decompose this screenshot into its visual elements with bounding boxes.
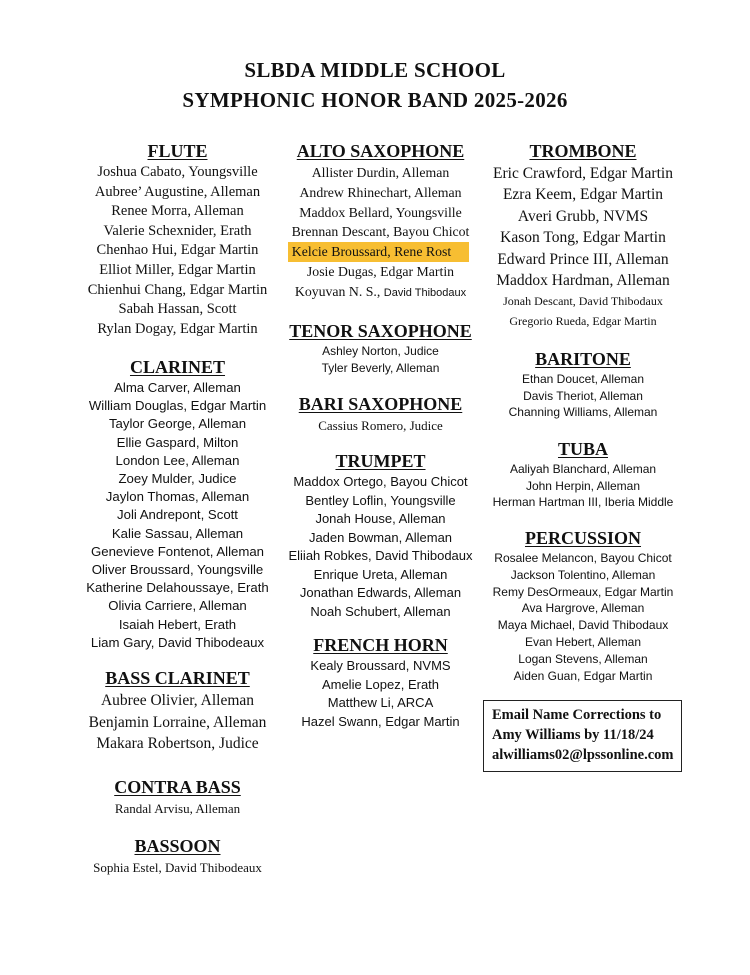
section-alto-saxophone xyxy=(278,140,483,304)
section-french-horn xyxy=(278,634,483,731)
member-entry: Jaden Bowman, Alleman xyxy=(308,529,453,545)
baritone-heading: BARITONE xyxy=(535,349,631,369)
tenor-saxophone-heading: TENOR SAXOPHONE xyxy=(289,321,472,341)
member-entry: Hazel Swann, Edgar Martin xyxy=(301,713,460,729)
member-entry: Maddox Hardman, Alleman xyxy=(496,272,670,290)
member-entry: Channing Williams, Alleman xyxy=(508,405,658,419)
section-tenor-saxophone xyxy=(278,320,483,376)
member-entry: Sabah Hassan, Scott xyxy=(118,301,237,318)
member-entry: Isaiah Hebert, Erath xyxy=(118,616,237,632)
member-entry: Rylan Dogay, Edgar Martin xyxy=(97,320,258,337)
member-entry: Jonathan Edwards, Alleman xyxy=(299,585,462,600)
page-title-line-2: SYMPHONIC HONOR BAND 2025-2026 xyxy=(182,88,568,112)
member-entry: Kalie Sassau, Alleman xyxy=(111,525,244,541)
member-entry: Jonah House, Alleman xyxy=(315,511,446,526)
member-entry: Cassius Romero, Judice xyxy=(318,418,443,433)
member-entry: Josie Dugas, Edgar Martin xyxy=(306,263,455,279)
member-entry: Amelie Lopez, Erath xyxy=(321,676,440,692)
notice-line-2: Amy Williams by 11/18/24 xyxy=(492,727,654,743)
member-entry: Jonah Descant, David Thibodaux xyxy=(503,294,663,309)
member-entry: Enrique Ureta, Alleman xyxy=(313,566,448,582)
member-entry: Randal Arvisu, Alleman xyxy=(114,801,241,816)
member-entry: Jaylon Thomas, Alleman xyxy=(105,489,250,505)
notice-line-1: Email Name Corrections to xyxy=(492,707,662,723)
member-entry: Gregorio Rueda, Edgar Martin xyxy=(509,314,657,329)
member-entry: Ezra Keem, Edgar Martin xyxy=(502,186,664,204)
trombone-heading: TROMBONE xyxy=(529,141,637,161)
member-entry: Aaliyah Blanchard, Alleman xyxy=(509,462,657,476)
member-entry: Renee Morra, Alleman xyxy=(111,203,244,220)
alto-saxophone-heading: ALTO SAXOPHONE xyxy=(296,141,465,161)
member-entry: Katherine Delahoussaye, Erath xyxy=(86,580,269,596)
section-bari-saxophone xyxy=(278,393,483,436)
member-entry: Ellie Gaspard, Milton xyxy=(116,434,239,450)
member-entry: Maddox Ortego, Bayou Chicot xyxy=(293,474,468,489)
member-entry: Brennan Descant, Bayou Chicot xyxy=(291,224,470,240)
member-entry xyxy=(278,282,483,304)
member-entry: Andrew Rhinechart, Alleman xyxy=(299,184,462,200)
member-entry: Elliot Miller, Edgar Martin xyxy=(99,261,256,278)
page-title-line-1: SLBDA MIDDLE SCHOOL xyxy=(244,58,506,82)
clarinet-heading: CLARINET xyxy=(129,357,226,377)
member-entry: Tyler Beverly, Alleman xyxy=(321,360,440,375)
member-entry: Alma Carver, Alleman xyxy=(114,380,241,395)
section-flute xyxy=(60,140,295,339)
bassoon-heading: BASSOON xyxy=(134,836,221,856)
member-entry: Olivia Carriere, Alleman xyxy=(108,598,247,614)
section-trombone xyxy=(483,140,683,331)
bass-clarinet-heading: BASS CLARINET xyxy=(105,668,250,688)
member-entry: London Lee, Alleman xyxy=(115,452,240,468)
member-entry: Joli Andrepont, Scott xyxy=(117,507,238,523)
member-entry: William Douglas, Edgar Martin xyxy=(88,398,267,414)
left-column xyxy=(60,0,295,975)
member-school: David Thibodaux xyxy=(383,286,467,299)
member-entry: Oliver Broussard, Youngsville xyxy=(91,562,264,578)
member-entry: Eric Crawford, Edgar Martin xyxy=(493,165,673,182)
member-entry: Chenhao Hui, Edgar Martin xyxy=(96,242,259,259)
member-entry: Genevieve Fontenot, Alleman xyxy=(90,543,264,559)
member-entry: Aubree Olivier, Alleman xyxy=(100,692,255,709)
member-entry: Remy DesOrmeaux, Edgar Martin xyxy=(492,584,674,599)
member-entry: Ashley Norton, Judice xyxy=(322,344,439,358)
member-entry xyxy=(278,242,483,262)
member-name: Koyuvan N. S., xyxy=(294,283,384,299)
member-entry: Kason Tong, Edgar Martin xyxy=(500,229,666,247)
member-entry: Aiden Guan, Edgar Martin xyxy=(513,668,653,683)
member-entry: Jackson Tolentino, Alleman xyxy=(510,567,656,582)
member-entry: Ethan Doucet, Alleman xyxy=(521,372,645,386)
member-entry: Bentley Loflin, Youngsville xyxy=(305,492,456,508)
member-entry: Davis Theriot, Alleman xyxy=(523,388,643,403)
email-corrections-notice xyxy=(483,700,682,772)
member-entry: Aubree’ Augustine, Alleman xyxy=(94,183,261,200)
member-entry: Sophia Estel, David Thibodeaux xyxy=(93,860,262,875)
member-entry: Rosalee Melancon, Bayou Chicot xyxy=(494,551,672,565)
tuba-heading: TUBA xyxy=(557,439,608,459)
member-entry: Allister Durdin, Alleman xyxy=(311,165,450,180)
trumpet-heading: TRUMPET xyxy=(335,451,426,471)
bari-saxophone-heading: BARI SAXOPHONE xyxy=(298,394,463,414)
member-entry: Kealy Broussard, NVMS xyxy=(310,658,451,673)
member-entry: Chienhui Chang, Edgar Martin xyxy=(87,281,268,298)
member-entry: Makara Robertson, Judice xyxy=(96,735,259,752)
section-trumpet xyxy=(278,450,483,621)
section-contra-bass xyxy=(60,776,295,819)
member-entry: Joshua Cabato, Youngsville xyxy=(97,164,258,180)
section-tuba xyxy=(483,438,683,511)
member-entry: Liam Gary, David Thibodeaux xyxy=(90,634,265,650)
right-column xyxy=(483,0,683,975)
section-baritone xyxy=(483,348,683,421)
highlighted-entry: Kelcie Broussard, Rene Rost xyxy=(288,242,469,262)
member-entry: Logan Stevens, Alleman xyxy=(518,651,648,666)
member-entry: Eliiah Robkes, David Thibodaux xyxy=(288,548,473,563)
section-bass-clarinet xyxy=(60,667,295,755)
member-entry: Herman Hartman III, Iberia Middle xyxy=(492,495,674,509)
member-entry: Benjamin Lorraine, Alleman xyxy=(88,713,267,731)
member-entry: Evan Hebert, Alleman xyxy=(524,634,642,649)
french-horn-heading: FRENCH HORN xyxy=(313,635,448,655)
section-clarinet xyxy=(60,356,295,652)
member-entry: Matthew Li, ARCA xyxy=(327,695,434,710)
member-entry: Ava Hargrove, Alleman xyxy=(521,601,645,616)
member-entry: Maddox Bellard, Youngsville xyxy=(299,204,462,220)
section-percussion xyxy=(483,527,683,684)
contra-bass-heading: CONTRA BASS xyxy=(114,777,241,797)
member-entry: Edward Prince III, Alleman xyxy=(497,250,669,268)
middle-column xyxy=(278,0,483,975)
section-bassoon xyxy=(60,835,295,878)
notice-email: alwilliams02@lpssonline.com xyxy=(492,747,674,763)
member-entry: Maya Michael, David Thibodaux xyxy=(497,618,669,633)
member-entry: Zoey Mulder, Judice xyxy=(118,471,237,487)
member-entry: Valerie Schexnider, Erath xyxy=(103,222,252,239)
flute-heading: FLUTE xyxy=(147,141,208,161)
member-entry: Noah Schubert, Alleman xyxy=(310,603,451,619)
percussion-heading: PERCUSSION xyxy=(524,528,642,548)
member-entry: Taylor George, Alleman xyxy=(108,416,247,432)
member-entry: Averi Grubb, NVMS xyxy=(517,207,649,225)
member-entry: John Herpin, Alleman xyxy=(525,478,641,493)
